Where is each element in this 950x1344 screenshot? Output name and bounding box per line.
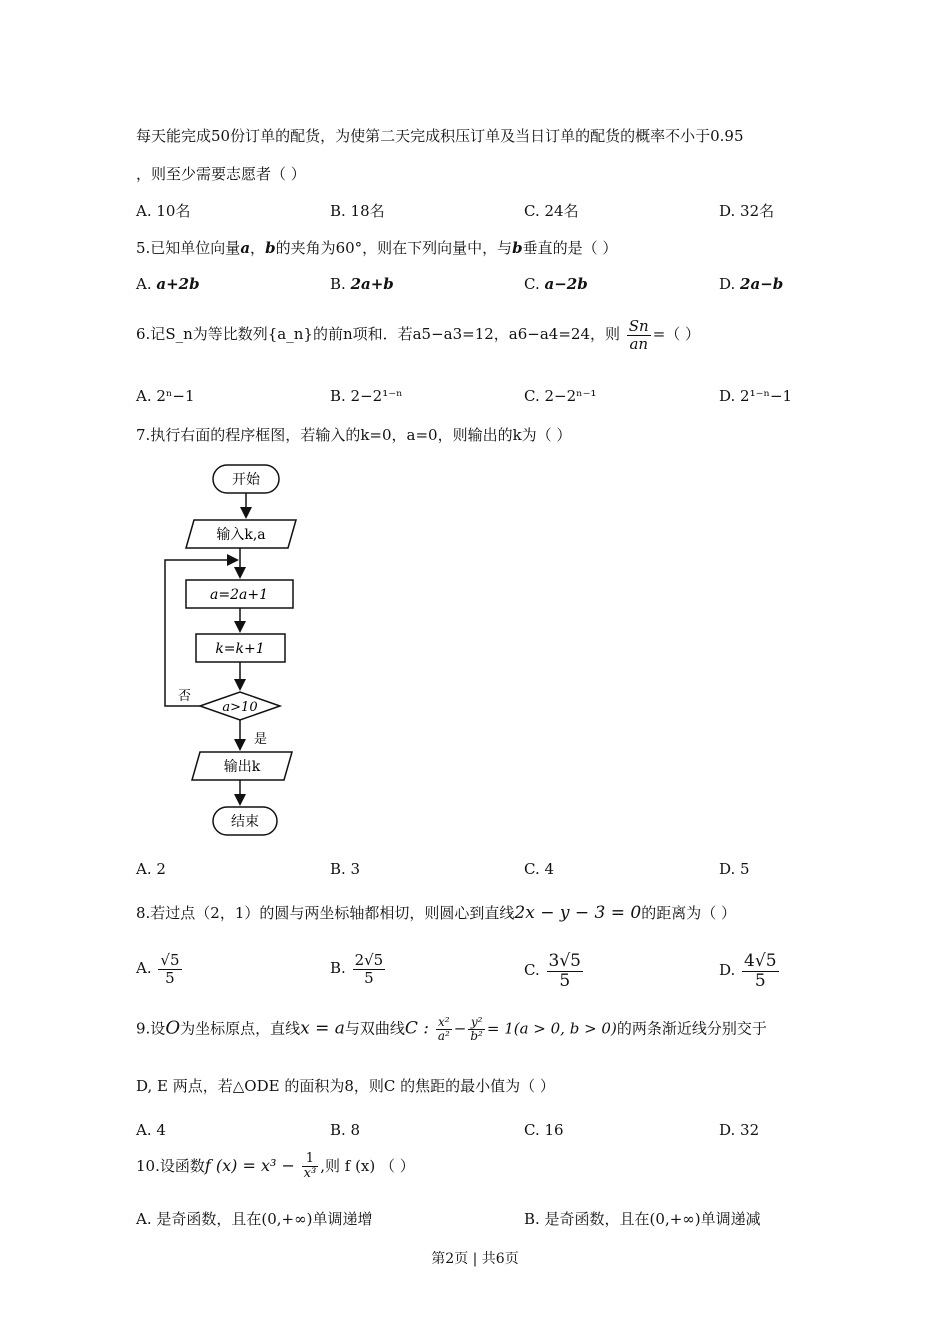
q6-frac-num: Sn	[628, 317, 649, 335]
q6-frac-den: an	[629, 334, 649, 353]
q5-vector-b2: b	[512, 239, 523, 257]
q7-option-b: B. 3	[330, 860, 361, 878]
q5-option-a: A. a+2b	[136, 275, 200, 293]
q9-option-c: C. 16	[524, 1121, 564, 1139]
q8-d-num: 4√5	[744, 951, 777, 971]
q8-a-den: 5	[165, 968, 175, 987]
q5-option-c: C. a−2b	[524, 275, 588, 293]
q4-line2: ，则至少需要志愿者（ ）	[136, 165, 306, 183]
q5-vector-a: a	[240, 239, 251, 257]
flow-input-text: 输入k,a	[216, 527, 266, 543]
q5-option-d: D. 2a−b	[719, 275, 784, 293]
q8-a-num: √5	[160, 951, 180, 969]
q8-b-num: 2√5	[354, 951, 384, 969]
q8-expr: 2x − y − 3 = 0	[514, 903, 642, 923]
q10-tail: ,则 f (x) （ ）	[320, 1156, 415, 1175]
q10-function: f (x) = x³ −	[204, 1155, 295, 1175]
q5-tail: 垂直的是（ ）	[522, 239, 618, 257]
q4-option-c: C. 24名	[524, 202, 579, 220]
q8-d-den: 5	[754, 970, 766, 991]
flow-start-text: 开始	[232, 472, 260, 488]
q9-condition: = 1(a > 0, b > 0)	[486, 1019, 617, 1038]
q9-frac1-num: x²	[438, 1015, 450, 1029]
q4-option-b: B. 18名	[330, 202, 385, 220]
q4-option-a: A. 10名	[136, 202, 191, 220]
q5-question	[136, 237, 617, 258]
flow-step2-text: k=k+1	[215, 641, 265, 657]
q9-line-x-a: x = a	[300, 1018, 345, 1039]
q10-question	[136, 1152, 415, 1182]
q7-option-d: D. 5	[719, 860, 750, 878]
q9-mid2: 与双曲线	[344, 1019, 405, 1038]
q5-vector-b: b	[265, 239, 276, 257]
q9-frac2-den: b²	[470, 1029, 483, 1044]
page-footer: 第2页 | 共6页	[431, 1251, 519, 1267]
flow-no-label: 否	[178, 689, 192, 704]
q10-option-a: A. 是奇函数，且在(0,+∞)单调递增	[136, 1210, 373, 1228]
q6-question	[136, 318, 700, 352]
q5-prefix: 5.已知单位向量	[136, 239, 241, 257]
q10-frac-num: 1	[302, 1152, 319, 1167]
q9-option-b: B. 8	[330, 1121, 361, 1139]
q6-option-b: B. 2−2¹⁻ⁿ	[330, 387, 403, 405]
q6-option-a: A. 2ⁿ−1	[136, 387, 195, 405]
flow-yes-label: 是	[254, 732, 268, 747]
q8-c-num: 3√5	[548, 951, 581, 971]
q6-tail: =（ ）	[652, 325, 701, 343]
q7-option-c: C. 4	[524, 860, 555, 878]
q6-option-c: C. 2−2ⁿ⁻¹	[524, 387, 597, 405]
q6-fraction	[627, 318, 651, 352]
q9-mid: 为坐标原点，直线	[180, 1019, 301, 1038]
q9-option-d: D. 32	[719, 1121, 760, 1139]
q5-expr-a: a+2b	[156, 275, 200, 293]
q9-prefix: 9.设	[136, 1019, 166, 1038]
q5-expr-c: a−2b	[544, 275, 588, 293]
q7-question: 7.执行右面的程序框图，若输入的k=0，a=0，则输出的k为（ ）	[136, 426, 572, 444]
flow-output-text: 输出k	[223, 759, 261, 775]
q5-comma: ，	[250, 239, 266, 257]
q8-option-b: B. $\frac{2√5}{5}$	[330, 951, 384, 987]
q4-option-d: D. 32名	[719, 202, 775, 220]
q7-flowchart	[150, 460, 310, 845]
q10-frac-den: x³	[303, 1166, 317, 1182]
q6-prefix: 6.记	[136, 325, 166, 343]
q6-option-d: D. 2¹⁻ⁿ−1	[719, 387, 793, 405]
q10-prefix: 10.设函数	[136, 1156, 205, 1175]
q8-prefix: 8.若过点（2，1）的圆与两坐标轴都相切，则圆心到直线	[136, 904, 515, 922]
flow-decision-text: a>10	[222, 700, 258, 715]
q9-frac2-num: y²	[470, 1015, 483, 1029]
q8-b-den: 5	[364, 968, 374, 987]
q5-expr-d: 2a−b	[740, 275, 784, 293]
q8-question	[136, 902, 736, 923]
flow-step1-text: a=2a+1	[210, 587, 268, 603]
q10-option-b: B. 是奇函数，且在(0,+∞)单调递减	[524, 1210, 761, 1228]
q8-c-den: 5	[559, 970, 571, 991]
q8-option-a: A. $\frac{√5}{5}$	[136, 951, 180, 987]
q9-line1: 9.设O为坐标原点，直线x = a与双曲线C : $\frac{\text{x²}}{\text{a²}}$ − $\frac{\text{y²}}{\text{b²}}$ = 1(a > 0, b > 0)的两条渐近线分别交于	[136, 1015, 767, 1044]
q5-expr-b: 2a+b	[350, 275, 394, 293]
q5-mid: 的夹角为60°，则在下列向量中，与	[275, 239, 513, 257]
q9-frac1-den: a²	[437, 1029, 450, 1044]
q9-option-a: A. 4	[136, 1121, 166, 1139]
q7-option-a: A. 2	[136, 860, 166, 878]
q9-line2: D, E 两点，若△ODE 的面积为8，则C 的焦距的最小值为（ ）	[136, 1077, 555, 1095]
q9-tail: 的两条渐近线分别交于	[616, 1019, 767, 1038]
q8-option-d: D. $\frac{4√5}{5}$	[719, 951, 777, 991]
q8-option-c: C. $\frac{3√5}{5}$	[524, 951, 581, 991]
q6-text: S_n为等比数列{a_n}的前n项和．若a5−a3=12，a6−a4=24，则	[165, 325, 620, 343]
flow-end-text: 结束	[231, 814, 259, 830]
q9-curve-c: C :	[404, 1018, 430, 1039]
q4-line1: 每天能完成50份订单的配货，为使第二天完成积压订单及当日订单的配货的概率不小于0.95	[136, 127, 744, 145]
q8-tail: 的距离为（ ）	[641, 904, 736, 922]
q9-origin: O	[165, 1017, 181, 1039]
q5-option-b: B. 2a+b	[330, 275, 394, 293]
